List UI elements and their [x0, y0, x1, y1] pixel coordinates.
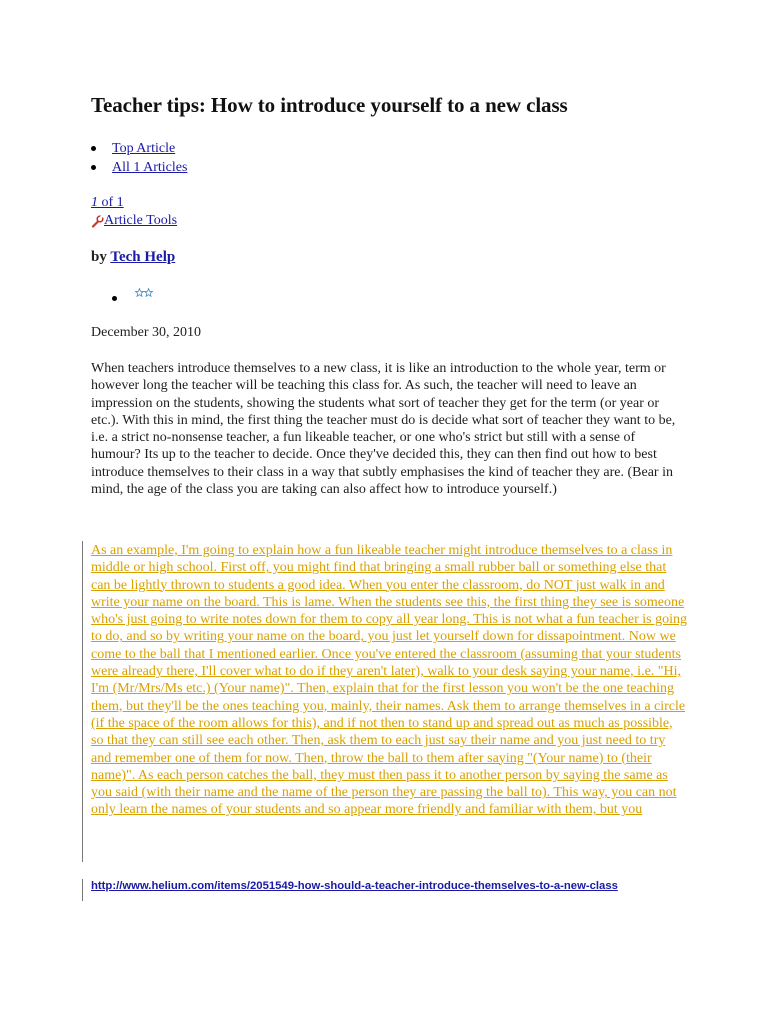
by-label: by [91, 249, 107, 265]
star-icon [135, 288, 144, 297]
byline [91, 249, 175, 266]
all-articles-link[interactable]: All 1 Articles [112, 160, 188, 175]
list-item [112, 158, 187, 177]
page-link[interactable] [91, 195, 124, 210]
source-url-link[interactable]: http://www.helium.com/items/2051549-how-should-a-teacher-introduce-themselves-to-a-new-class [91, 880, 618, 892]
pagination [91, 194, 124, 211]
bullet-dot [112, 296, 117, 301]
page-total: of 1 [98, 195, 124, 210]
quote-divider [82, 541, 83, 862]
article-nav-list [112, 139, 187, 177]
wrench-icon [91, 215, 104, 228]
intro-paragraph: When teachers introduce themselves to a new class, it is like an introduction to the whole year, term or however long the teacher will be teaching this class for. As such, the teacher will need to leave an impression on the students, showing the students what sort of teacher they get for the term (or year or etc.). With this in mind, the first thing the teacher must do is decide what sort of teacher they want to be, i.e. a strict no-nonsense teacher, a fun likeable teacher, or one who's strict but still with a sense of humour? Its up to the teacher to decide. Once they've decided this, they can then find out how to best introduce themselves to their class in a way that subtly emphasises the kind of teacher they are. (Bear in mind, the age of the class you are taking can also affect how to introduce yourself.) [91, 361, 676, 498]
author-link[interactable]: Tech Help [110, 249, 176, 265]
url-divider [82, 879, 83, 901]
article-tools [91, 212, 177, 230]
rating-stars [135, 288, 153, 297]
star-icon [144, 288, 153, 297]
publish-date: December 30, 2010 [91, 325, 202, 340]
rating [112, 288, 153, 301]
article-tools-link[interactable]: Article Tools [104, 213, 178, 228]
page-title: Teacher tips: How to introduce yourself to a new class [91, 93, 568, 117]
top-article-link[interactable]: Top Article [112, 141, 176, 156]
quoted-paragraph: As an example, I'm going to explain how a fun likeable teacher might introduce themselves to a class in middle or high school. First off, you might find that bringing a small rubber ball or something else that can be lightly thrown to students a good idea. When you enter the classroom, do NOT just walk in and write your name on the board. This is lame. When the students see this, the first thing they see is someone who's just going to write notes down for them to copy all year long. This is not what a fun teacher is going to do, and so by writing your name on the board, you just let yourself down for dissapointment. Now we come to the ball that I mentioned earlier. Once you've entered the classroom (assuming that your students were already there, I'll cover what to do if they aren't later), walk to your desk saying your name, i.e. "Hi, I'm (Mr/Mrs/Ms etc.) (Your name)". Then, explain that for the first lesson you won't be the one teaching them, but they'll be the ones teaching you, mainly, their names. Ask them to arrange themselves in a circle (if the space of the room allows for this), and if not then to stand up and spread out as much as possible, so that they can still see each other. Then, ask them to each just say their name and you just need to try and remember one of them for now. Then, throw the ball to them after saying "(Your name) to (their name)". As each person catches the ball, they must then pass it to another person by saying the same as you said (with their name and the name of the person they are passing the ball to). This way, you can not only learn the names of your students and so appear more friendly and familiar with them, but you [91, 543, 687, 818]
current-page-number: 1 [91, 195, 98, 210]
list-item [112, 139, 187, 158]
